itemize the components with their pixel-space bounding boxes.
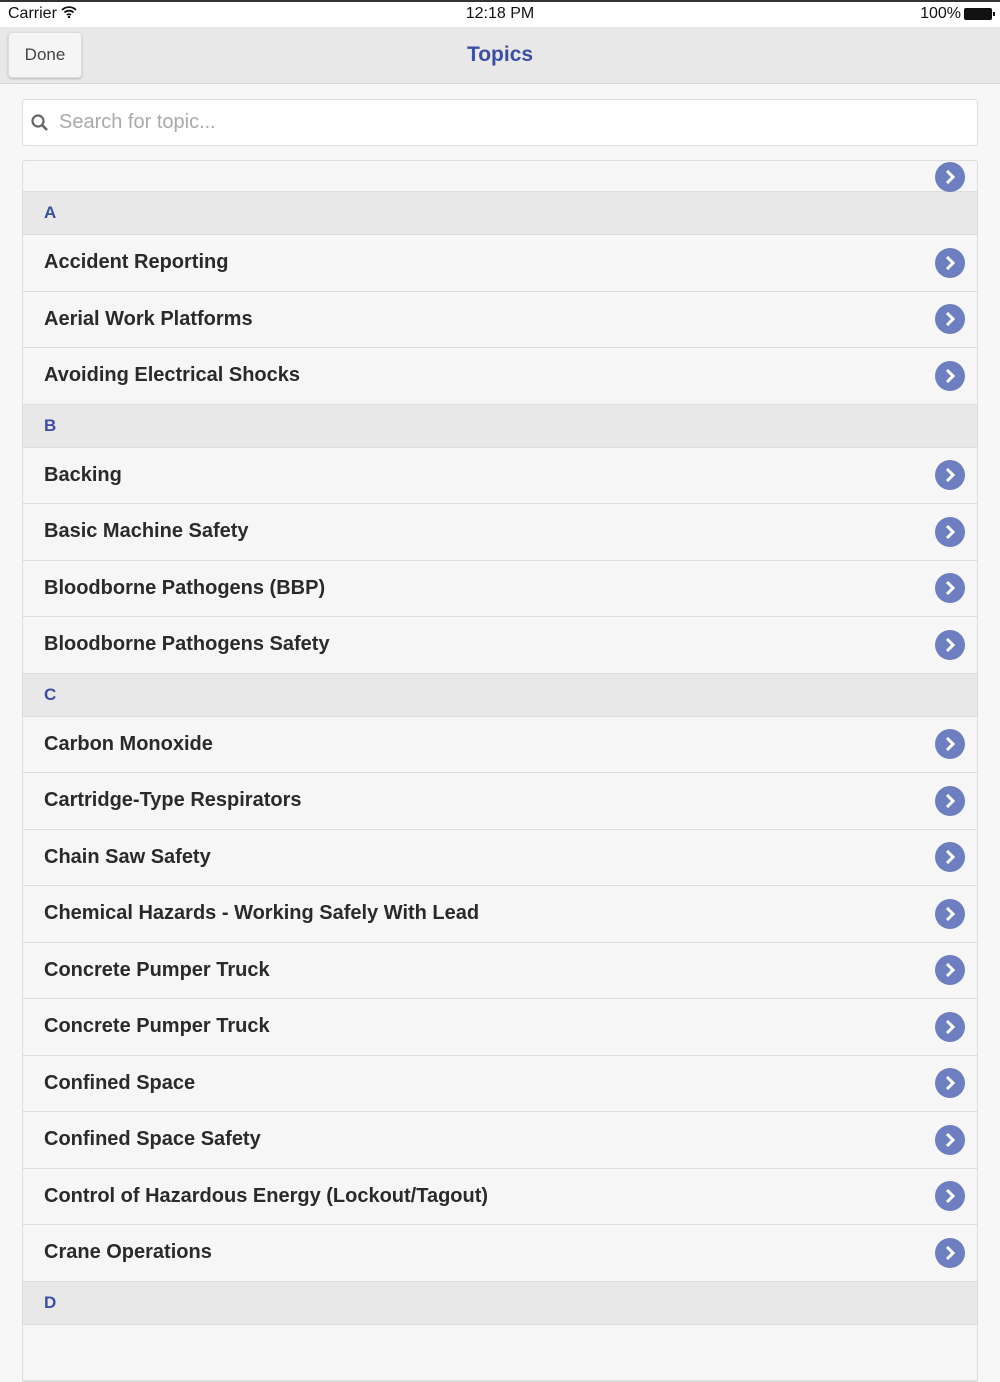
topic-label: Concrete Pumper Truck <box>44 958 270 981</box>
search-input[interactable] <box>59 111 939 134</box>
chevron-right-icon[interactable] <box>935 1068 965 1098</box>
topic-row[interactable] <box>23 1225 977 1282</box>
chevron-right-icon[interactable] <box>935 786 965 816</box>
chevron-right-icon[interactable] <box>935 1012 965 1042</box>
topic-label: Confined Space <box>44 1071 196 1094</box>
chevron-right-icon[interactable] <box>935 1181 965 1211</box>
chevron-right-icon[interactable] <box>935 1238 965 1268</box>
topics-list <box>22 160 978 1382</box>
topic-label: Crane Operations <box>44 1241 212 1264</box>
chevron-right-icon[interactable] <box>935 955 965 985</box>
topic-label: Avoiding Electrical Shocks <box>44 364 301 387</box>
carrier-text: Carrier <box>8 5 57 22</box>
topic-row[interactable] <box>23 999 977 1056</box>
topic-label: Chain Saw Safety <box>44 845 211 868</box>
section-header-c: C <box>23 674 977 717</box>
topic-row[interactable] <box>23 348 977 405</box>
chevron-right-icon[interactable] <box>935 842 965 872</box>
navigation-bar <box>0 27 1000 84</box>
topic-row[interactable] <box>23 235 977 292</box>
list-top-row[interactable] <box>23 161 977 192</box>
topic-row[interactable] <box>23 943 977 1000</box>
chevron-right-icon[interactable] <box>935 460 965 490</box>
chevron-right-icon[interactable] <box>935 899 965 929</box>
topic-label: Carbon Monoxide <box>44 732 213 755</box>
topic-label: Control of Hazardous Energy (Lockout/Tagout) <box>44 1184 489 1207</box>
topic-row[interactable] <box>23 561 977 618</box>
section-header-d: D <box>23 1282 977 1325</box>
topic-row[interactable] <box>23 504 977 561</box>
chevron-right-icon[interactable] <box>935 729 965 759</box>
topic-label: Accident Reporting <box>44 251 229 274</box>
topic-label: Aerial Work Platforms <box>44 307 253 330</box>
battery-icon <box>964 8 992 20</box>
topic-row[interactable] <box>23 830 977 887</box>
battery-percent: 100% <box>920 5 961 22</box>
status-bar <box>0 0 1000 27</box>
chevron-right-icon[interactable] <box>935 248 965 278</box>
section-header-b: B <box>23 405 977 448</box>
topic-row[interactable] <box>23 886 977 943</box>
done-button[interactable]: Done <box>8 32 82 78</box>
battery-status <box>920 5 992 23</box>
topic-row[interactable] <box>23 292 977 349</box>
chevron-right-icon[interactable] <box>935 361 965 391</box>
topic-row[interactable] <box>23 1112 977 1169</box>
search-bar[interactable] <box>22 99 978 146</box>
topic-label: Bloodborne Pathogens (BBP) <box>44 576 326 599</box>
topic-row[interactable] <box>23 448 977 505</box>
page-title: Topics <box>466 43 534 66</box>
chevron-right-icon[interactable] <box>935 162 965 192</box>
chevron-right-icon[interactable] <box>935 1125 965 1155</box>
chevron-right-icon[interactable] <box>935 304 965 334</box>
topic-row[interactable] <box>23 773 977 830</box>
topic-label: Concrete Pumper Truck <box>44 1015 270 1038</box>
topic-label: Confined Space Safety <box>44 1128 261 1151</box>
topic-label: Bloodborne Pathogens Safety <box>44 633 330 656</box>
section-header-a: A <box>23 192 977 235</box>
topic-row[interactable] <box>23 1056 977 1113</box>
clock: 12:18 PM <box>465 5 535 22</box>
chevron-right-icon[interactable] <box>935 630 965 660</box>
topic-label: Cartridge-Type Respirators <box>44 789 302 812</box>
topic-label: Backing <box>44 463 122 486</box>
topic-row[interactable] <box>23 1325 977 1382</box>
topic-label: Chemical Hazards - Working Safely With Lead <box>44 902 480 925</box>
chevron-right-icon[interactable] <box>935 517 965 547</box>
topic-row[interactable] <box>23 1169 977 1226</box>
search-icon <box>31 114 49 132</box>
topic-row[interactable] <box>23 717 977 774</box>
topic-label: Basic Machine Safety <box>44 520 249 543</box>
chevron-right-icon[interactable] <box>935 573 965 603</box>
topic-row[interactable] <box>23 617 977 674</box>
